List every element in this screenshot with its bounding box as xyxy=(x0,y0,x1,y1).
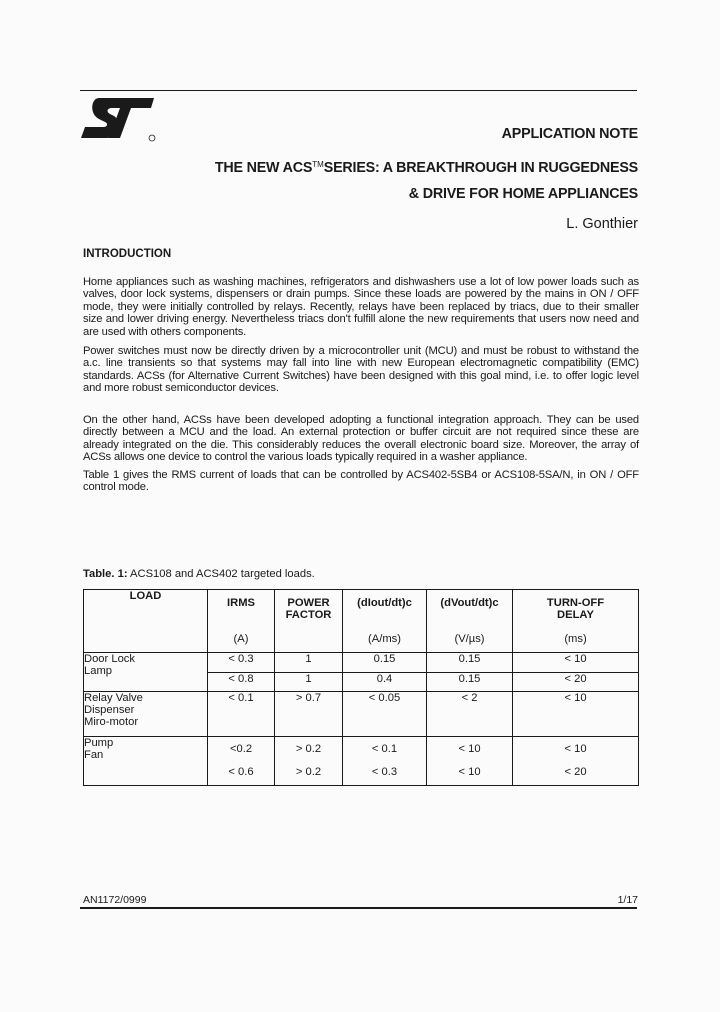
table-cell: > 0.7 xyxy=(275,692,343,737)
load-cell: Door Lock Lamp xyxy=(84,653,208,692)
table-cell: < 0.3 xyxy=(208,653,275,673)
table-cell: < 0.1 xyxy=(343,737,427,764)
table-cell: 0.15 xyxy=(427,653,513,673)
table-cell: 0.15 xyxy=(343,653,427,673)
section-heading-introduction: INTRODUCTION xyxy=(83,248,172,260)
table-row xyxy=(84,692,639,737)
page-number: 1/17 xyxy=(617,894,638,906)
table-cell: < 0.3 xyxy=(343,763,427,786)
table-row xyxy=(84,737,639,764)
table-cell: < 0.05 xyxy=(343,692,427,737)
column-header-load: LOAD xyxy=(84,590,208,653)
author: L. Gonthier xyxy=(566,216,638,232)
table-cell: < 0.6 xyxy=(208,763,275,786)
table-cell: < 10 xyxy=(513,653,639,673)
paragraph: Home appliances such as washing machines, refrigerators and dishwashers use a lot of low power loads such as valves, door lock systems, dispensers or drain pumps. Since these loads are powered by the mains in ON / OFF mode, they were initially controlled by relays. Recently, relays have been replaced by triacs, due to their smaller size and lower driving energy. Nevertheless triacs don't fulfill alone the new requirements that users now need and are used with others components. xyxy=(83,276,639,338)
table-header-row xyxy=(84,590,639,653)
table-cell: 0.15 xyxy=(427,673,513,692)
table-cell: < 10 xyxy=(513,692,639,737)
table-cell: < 10 xyxy=(427,763,513,786)
table-cell: < 0.8 xyxy=(208,673,275,692)
column-header-dvout-dt: (dVout/dt)c (V/µs) xyxy=(427,590,513,653)
header-rule xyxy=(80,90,637,91)
paragraph: Table 1 gives the RMS current of loads that can be controlled by ACS402-5SB4 or ACS108-5SA/N, in ON / OFF control mode. xyxy=(83,469,639,494)
column-header-irms: IRMS (A) xyxy=(208,590,275,653)
load-cell: Pump Fan xyxy=(84,737,208,786)
table-cell: > 0.2 xyxy=(275,763,343,786)
document-title-line2: & DRIVE FOR HOME APPLIANCES xyxy=(408,186,638,202)
footer-rule xyxy=(80,907,637,909)
paragraph: Power switches must now be directly driven by a microcontroller unit (MCU) and must be robust to withstand the a.c. line transients so that systems may fall into line with new European electromagnetic compatibility (EMC) standards. ACSs (for Alternative Current Switches) have been designed with this goal mind, i.e. to offer logic level and more robust semiconductor devices. xyxy=(83,345,639,395)
table-cell: < 10 xyxy=(427,737,513,764)
table-cell: > 0.2 xyxy=(275,737,343,764)
table-cell: 0.4 xyxy=(343,673,427,692)
table-cell: < 2 xyxy=(427,692,513,737)
table-cell: < 20 xyxy=(513,673,639,692)
column-header-diout-dt: (dIout/dt)c (A/ms) xyxy=(343,590,427,653)
load-cell: Relay Valve Dispenser Miro-motor xyxy=(84,692,208,737)
table-cell: < 0.1 xyxy=(208,692,275,737)
table-caption: Table. 1: ACS108 and ACS402 targeted loads. xyxy=(83,568,315,580)
document-id: AN1172/0999 xyxy=(83,894,147,906)
table-cell: < 10 xyxy=(513,737,639,764)
document-title-line1: THE NEW ACS™SERIES: A BREAKTHROUGH IN RUGGEDNESS xyxy=(214,160,638,176)
loads-table xyxy=(83,589,639,786)
table-row xyxy=(84,653,639,673)
table-cell: <0.2 xyxy=(208,737,275,764)
table-cell: 1 xyxy=(275,673,343,692)
table-cell: < 20 xyxy=(513,763,639,786)
column-header-turn-off-delay: TURN-OFF DELAY (ms) xyxy=(513,590,639,653)
st-logo-icon xyxy=(79,96,159,142)
paragraph: On the other hand, ACSs have been developed adopting a functional integration approach. They can be used directly between a MCU and the load. An external protection or buffer circuit are not required since these are already integrated on the die. This considerably reduces the overall electronic board size. Moreover, the array of ACSs allows one device to control the various loads typically required in a washer appliance. xyxy=(83,414,639,464)
document-type: APPLICATION NOTE xyxy=(501,126,638,142)
table-cell: 1 xyxy=(275,653,343,673)
column-header-power-factor: POWER FACTOR xyxy=(275,590,343,653)
